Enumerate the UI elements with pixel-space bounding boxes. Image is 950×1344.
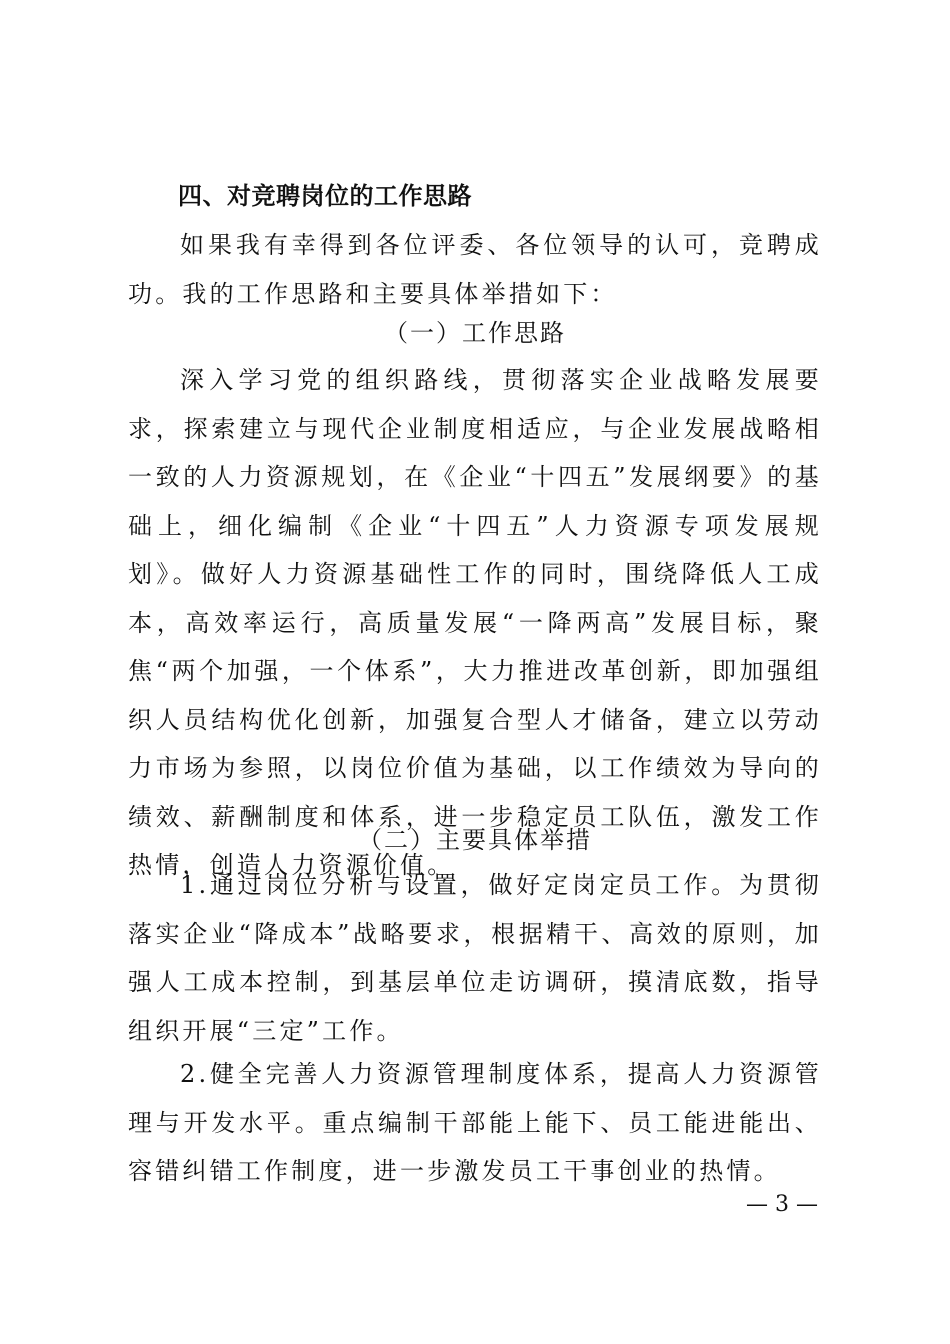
section-heading: 四、对竞聘岗位的工作思路 <box>178 182 472 210</box>
subsection-title-work-ideas: （一）工作思路 <box>384 319 566 347</box>
intro-paragraph: 如果我有幸得到各位评委、各位领导的认可，竞聘成功。我的工作思路和主要具体举措如下： <box>128 231 822 308</box>
subsection-title-measures: （二）主要具体举措 <box>358 826 592 854</box>
work-ideas-paragraph: 深入学习党的组织路线，贯彻落实企业战略发展要求，探索建立与现代企业制度相适应，与企业发展战略相一致的人力资源规划，在《企业“十四五”发展纲要》的基础上，细化编制《企业“十四五”人力资源专项发展规划》。做好人力资源基础性工作的同时，围绕降低人工成本，高效率运行，高质量发展“一降两高”发展目标，聚焦“两个加强，一个体系”，大力推进改革创新，即加强组织人员结构优化创新，加强复合型人才储备，建立以劳动力市场为参照，以岗位价值为基础，以工作绩效为导向的绩效、薪酬制度和体系，进一步稳定员工队伍，激发工作热情，创造人力资源价值。 <box>128 366 822 879</box>
measure-item-1: 1.通过岗位分析与设置，做好定岗定员工作。为贯彻落实企业“降成本”战略要求，根据精干、高效的原则，加强人工成本控制，到基层单位走访调研，摸清底数，指导组织开展“三定”工作。 <box>128 871 822 1045</box>
measure-item-2: 2.健全完善人力资源管理制度体系，提高人力资源管理与开发水平。重点编制干部能上能下、员工能进能出、容错纠错工作制度，进一步激发员工干事创业的热情。 <box>128 1060 822 1185</box>
page-number: — 3 — <box>746 1192 818 1217</box>
